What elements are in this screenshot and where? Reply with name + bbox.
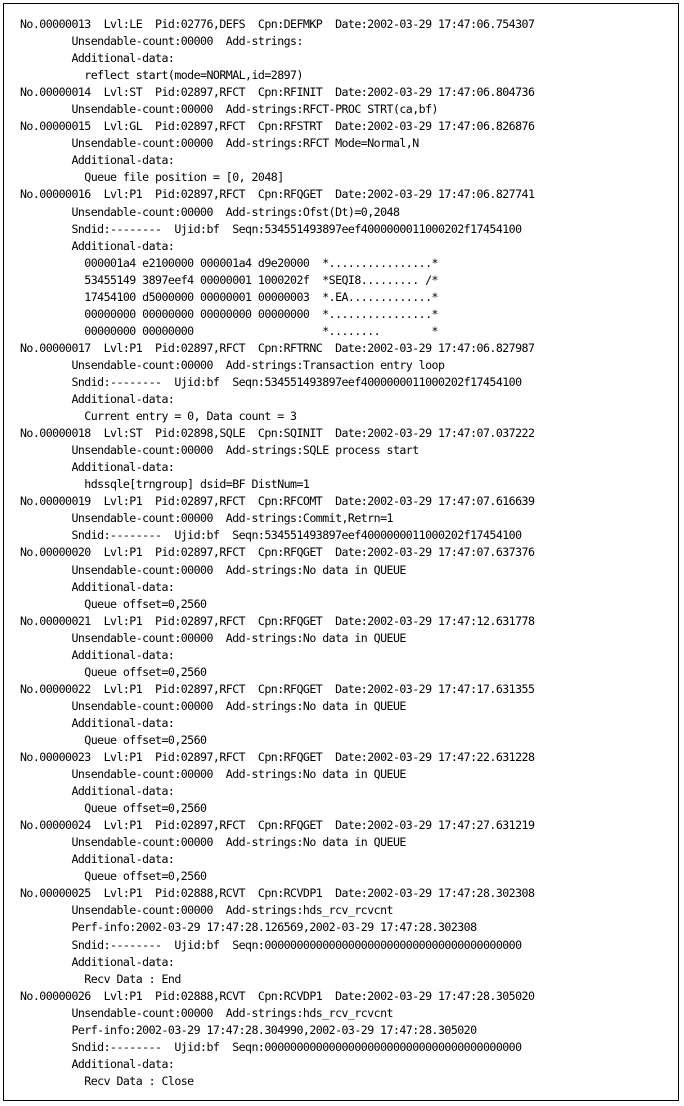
log-line: 000001a4 e2100000 000001a4 d9e20000 *................* [20, 255, 438, 270]
log-line: Additional-data: [20, 51, 175, 66]
log-line: Queue offset=0,2560 [20, 801, 207, 816]
log-line: 17454100 d5000000 00000001 00000003 *.EA.............* [20, 289, 438, 304]
log-line: Unsendable-count:00000 Add-strings:hds_rcv_rcvcnt [20, 1005, 393, 1020]
log-line: Sndid:-------- Ujid:bf Seqn:534551493897eef4000000011000202f17454100 [20, 374, 522, 389]
log-line: Additional-data: [20, 392, 175, 407]
log-line: Queue offset=0,2560 [20, 596, 207, 611]
log-line: Queue offset=0,2560 [20, 664, 207, 679]
log-line: Additional-data: [20, 238, 175, 253]
log-line: Unsendable-count:00000 Add-strings:No data in QUEUE [20, 767, 406, 782]
log-line: No.00000015 Lvl:GL Pid:02897,RFCT Cpn:RFSTRT Date:2002-03-29 17:47:06.826876 [20, 119, 535, 134]
log-listing [20, 16, 534, 1090]
log-line: Unsendable-count:00000 Add-strings:No data in QUEUE [20, 835, 406, 850]
log-line: Unsendable-count:00000 Add-strings:No data in QUEUE [20, 630, 406, 645]
log-line: No.00000020 Lvl:P1 Pid:02897,RFCT Cpn:RFQGET Date:2002-03-29 17:47:07.637376 [20, 545, 535, 560]
log-line: Queue file position = [0, 2048] [20, 170, 284, 185]
log-line: Queue offset=0,2560 [20, 732, 207, 747]
log-line: No.00000017 Lvl:P1 Pid:02897,RFCT Cpn:RFTRNC Date:2002-03-29 17:47:06.827987 [20, 340, 535, 355]
log-line: hdssqle[trngroup] dsid=BF DistNum=1 [20, 477, 310, 492]
log-line: Perf-info:2002-03-29 17:47:28.126569,2002-03-29 17:47:28.302308 [20, 920, 477, 935]
log-line: No.00000019 Lvl:P1 Pid:02897,RFCT Cpn:RFCOMT Date:2002-03-29 17:47:07.616639 [20, 494, 535, 509]
log-line: Additional-data: [20, 579, 175, 594]
log-line: No.00000025 Lvl:P1 Pid:02888,RCVT Cpn:RCVDP1 Date:2002-03-29 17:47:28.302308 [20, 886, 535, 901]
log-line: Additional-data: [20, 852, 175, 867]
log-line: reflect start(mode=NORMAL,id=2897) [20, 68, 303, 83]
log-line: Unsendable-count:00000 Add-strings:Transaction entry loop [20, 357, 445, 372]
log-line: No.00000014 Lvl:ST Pid:02897,RFCT Cpn:RFINIT Date:2002-03-29 17:47:06.804736 [20, 85, 535, 100]
log-line: Unsendable-count:00000 Add-strings:Commit,Retrn=1 [20, 511, 393, 526]
log-frame [3, 3, 679, 1101]
log-line: Additional-data: [20, 954, 175, 969]
log-line: Current entry = 0, Data count = 3 [20, 409, 297, 424]
log-line: Unsendable-count:00000 Add-strings:hds_rcv_rcvcnt [20, 903, 393, 918]
log-line: Unsendable-count:00000 Add-strings:SQLE process start [20, 443, 419, 458]
log-line: Unsendable-count:00000 Add-strings:RFCT-PROC STRT(ca,bf) [20, 102, 438, 117]
log-line: No.00000018 Lvl:ST Pid:02898,SQLE Cpn:SQINIT Date:2002-03-29 17:47:07.037222 [20, 426, 535, 441]
log-line: 00000000 00000000 *........ * [20, 323, 438, 338]
log-line: Additional-data: [20, 460, 175, 475]
log-line: Unsendable-count:00000 Add-strings:No data in QUEUE [20, 698, 406, 713]
log-line: Unsendable-count:00000 Add-strings:RFCT Mode=Normal,N [20, 136, 419, 151]
log-line: No.00000026 Lvl:P1 Pid:02888,RCVT Cpn:RCVDP1 Date:2002-03-29 17:47:28.305020 [20, 988, 535, 1003]
log-line: Queue offset=0,2560 [20, 869, 207, 884]
log-line: Recv Data : Close [20, 1073, 194, 1088]
log-line: Sndid:-------- Ujid:bf Seqn:534551493897eef4000000011000202f17454100 [20, 528, 522, 543]
log-line: Unsendable-count:00000 Add-strings:No data in QUEUE [20, 562, 406, 577]
log-line: Unsendable-count:00000 Add-strings: [20, 34, 303, 49]
log-line: Sndid:-------- Ujid:bf Seqn:0000000000000000000000000000000000000000 [20, 1039, 522, 1054]
log-line: No.00000013 Lvl:LE Pid:02776,DEFS Cpn:DEFMKP Date:2002-03-29 17:47:06.754307 [20, 17, 535, 31]
log-line: No.00000023 Lvl:P1 Pid:02897,RFCT Cpn:RFQGET Date:2002-03-29 17:47:22.631228 [20, 750, 535, 765]
log-line: Additional-data: [20, 784, 175, 799]
log-line: No.00000021 Lvl:P1 Pid:02897,RFCT Cpn:RFQGET Date:2002-03-29 17:47:12.631778 [20, 613, 535, 628]
log-line: Additional-data: [20, 715, 175, 730]
log-line: Sndid:-------- Ujid:bf Seqn:0000000000000000000000000000000000000000 [20, 937, 522, 952]
log-line: Additional-data: [20, 153, 175, 168]
log-line: Unsendable-count:00000 Add-strings:Ofst(Dt)=0,2048 [20, 204, 400, 219]
log-line: 00000000 00000000 00000000 00000000 *................* [20, 306, 438, 321]
log-line: Perf-info:2002-03-29 17:47:28.304990,2002-03-29 17:47:28.305020 [20, 1022, 477, 1037]
log-line: Additional-data: [20, 647, 175, 662]
log-line: Sndid:-------- Ujid:bf Seqn:534551493897eef4000000011000202f17454100 [20, 221, 522, 236]
log-line: No.00000016 Lvl:P1 Pid:02897,RFCT Cpn:RFQGET Date:2002-03-29 17:47:06.827741 [20, 187, 535, 202]
log-line: No.00000022 Lvl:P1 Pid:02897,RFCT Cpn:RFQGET Date:2002-03-29 17:47:17.631355 [20, 681, 535, 696]
log-line: Recv Data : End [20, 971, 181, 986]
log-line: 53455149 3897eef4 00000001 1000202f *SEQI8......... /* [20, 272, 438, 287]
log-line: Additional-data: [20, 1056, 175, 1071]
log-line: No.00000024 Lvl:P1 Pid:02897,RFCT Cpn:RFQGET Date:2002-03-29 17:47:27.631219 [20, 818, 535, 833]
